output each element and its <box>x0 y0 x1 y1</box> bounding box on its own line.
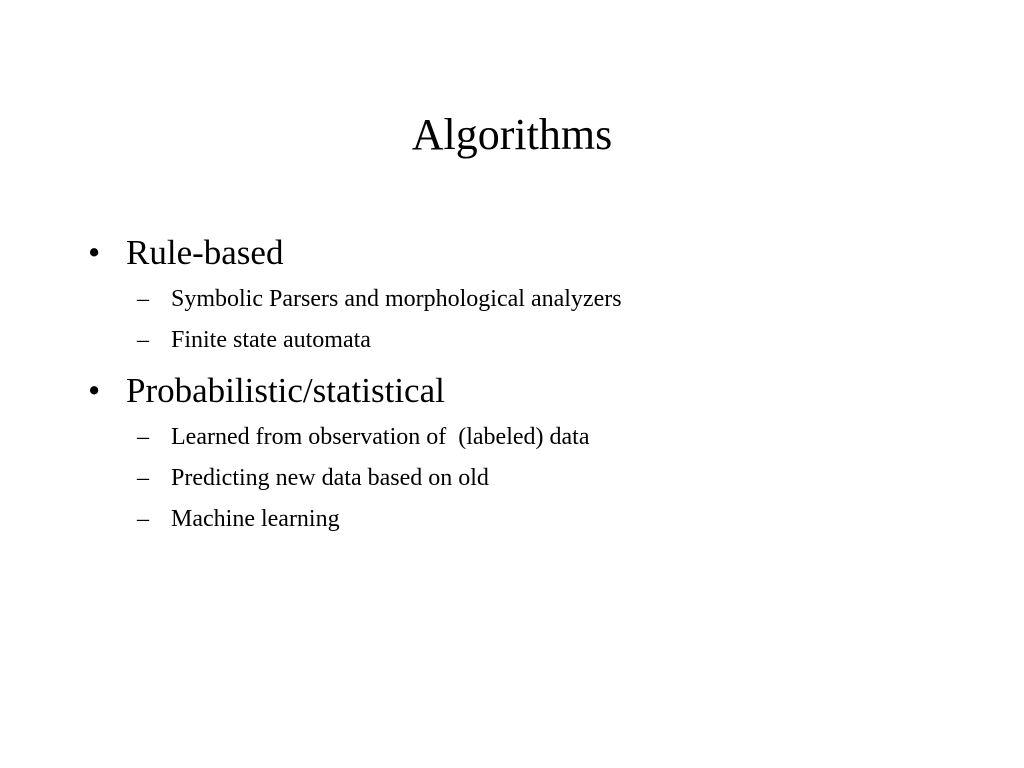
bullet-label: Rule-based <box>126 233 284 272</box>
sub-item <box>88 283 968 315</box>
bullet-icon: • <box>88 233 101 272</box>
sub-item <box>88 462 968 494</box>
sub-item <box>88 503 968 535</box>
sub-item-label: Finite state automata <box>171 327 371 353</box>
sub-item-label: Predicting new data based on old <box>171 465 489 491</box>
sub-item-label: Machine learning <box>171 506 340 532</box>
bullet-icon: • <box>88 371 101 410</box>
sub-item-label: Symbolic Parsers and morphological analyzers <box>171 286 622 312</box>
bullet-item-probabilistic <box>88 370 968 412</box>
sub-item <box>88 421 968 453</box>
dash-icon: – <box>137 327 149 353</box>
dash-icon: – <box>137 506 149 532</box>
bullet-item-rule-based <box>88 232 968 274</box>
sub-item <box>88 324 968 356</box>
dash-icon: – <box>137 465 149 491</box>
dash-icon: – <box>137 286 149 312</box>
slide-content <box>88 232 968 535</box>
sub-item-label: Learned from observation of (labeled) data <box>171 424 590 450</box>
slide-title: Algorithms <box>411 110 613 159</box>
dash-icon: – <box>137 424 149 450</box>
bullet-label: Probabilistic/statistical <box>126 371 445 410</box>
